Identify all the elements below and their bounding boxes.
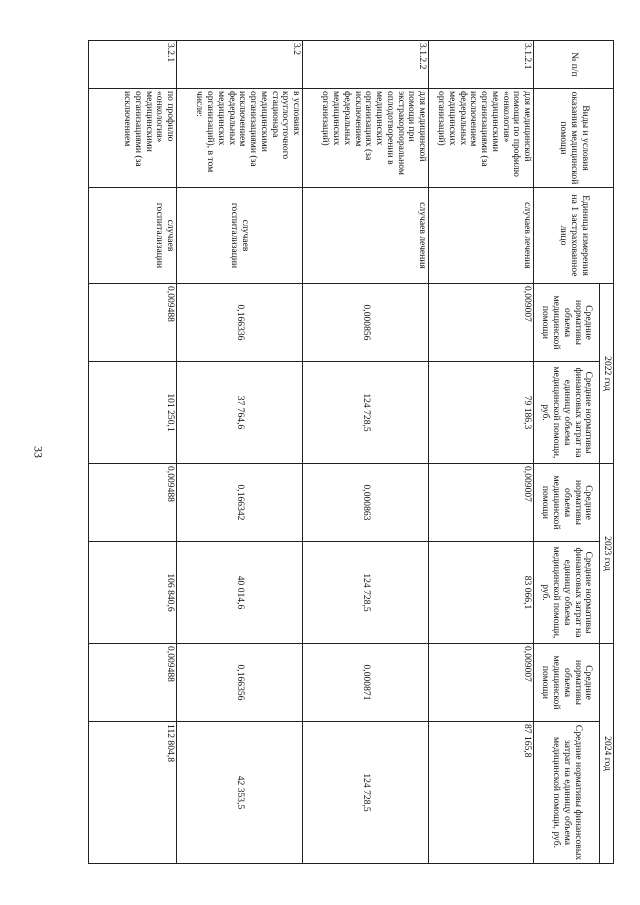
table-row [177,41,303,864]
page-number: 33 [31,446,46,458]
header-year-2024: 2024 год [600,644,614,864]
row-volume-2024: 0,166356 [177,644,303,722]
row-unit: случаев госпитализации [89,188,177,284]
row-volume-2023: 0,009488 [89,464,177,542]
row-volume-2023: 0,009007 [429,464,534,542]
header-cost-2024: Средние нормативы финансовых затрат на единицу объема медицинской помощи, руб. [534,722,600,864]
row-volume-2024: 0,009488 [89,644,177,722]
row-volume-2024: 0,000871 [303,644,429,722]
row-cost-2022: 37 764,6 [177,362,303,464]
row-kind: по профилю «онкология» медицинскими организациями (за исключением [89,89,177,188]
table-row [429,41,534,864]
table-container [89,40,614,863]
row-cost-2022: 101 250,1 [89,362,177,464]
row-volume-2022: 0,166336 [177,284,303,362]
row-cost-2023: 124 728,5 [303,542,429,644]
header-row-years [600,41,614,864]
row-cost-2024: 124 728,5 [303,722,429,864]
header-cost-2022: Средние нормативы финансовых затрат на единицу объема медицинской помощи, руб. [534,362,600,464]
table-row [303,41,429,864]
norms-table [88,40,614,864]
table-row [89,41,177,864]
row-unit: случаев госпитализации [177,188,303,284]
row-volume-2023: 0,166342 [177,464,303,542]
header-volume-2024: Средние нормативы объема медицинской помощи [534,644,600,722]
row-volume-2024: 0,009007 [429,644,534,722]
row-cost-2022: 124 728,5 [303,362,429,464]
row-kind: для медицинской помощи по профилю «онкология» медицинскими организациями (за исключением федеральных медицинских организаций) [429,89,534,188]
row-unit: случаев лечения [429,188,534,284]
row-num: 3.1.2.1 [429,41,534,89]
row-num: 3.1.2.2 [303,41,429,89]
row-volume-2022: 0,009007 [429,284,534,362]
row-cost-2023: 40 014,6 [177,542,303,644]
row-volume-2022: 0,009488 [89,284,177,362]
row-kind: в условиях круглосуточного стационара медицинскими организациями (за исключением федеральных медицинских организаций), в том числе: [177,89,303,188]
row-kind: для медицинской помощи при экстракорпоральном оплодотворении в медицинских организациях (за исключением федеральных медицинских организаций) [303,89,429,188]
row-volume-2022: 0,000856 [303,284,429,362]
row-cost-2024: 112 804,8 [89,722,177,864]
rotated-sheet [89,40,614,863]
header-cost-2023: Средние нормативы финансовых затрат на единицу объема медицинской помощи, руб. [534,542,600,644]
row-num: 3.2 [177,41,303,89]
row-cost-2022: 79 186,3 [429,362,534,464]
row-cost-2023: 83 066,1 [429,542,534,644]
header-volume-2022: Средние нормативы объема медицинской помощи [534,284,600,362]
row-unit: случаев лечения [303,188,429,284]
header-year-2022: 2022 год [600,284,614,464]
row-cost-2023: 106 840,6 [89,542,177,644]
header-num: № п/п [534,41,614,89]
row-num: 3.2.1 [89,41,177,89]
header-unit: Единица измерения на 1 застрахованное лицо [534,188,614,284]
row-cost-2024: 87 165,8 [429,722,534,864]
row-cost-2024: 42 353,5 [177,722,303,864]
header-year-2023: 2023 год [600,464,614,644]
header-volume-2023: Средние нормативы объема медицинской помощи [534,464,600,542]
header-kinds: Виды и условия оказания медицинской помощи [534,89,614,188]
row-volume-2023: 0,000863 [303,464,429,542]
